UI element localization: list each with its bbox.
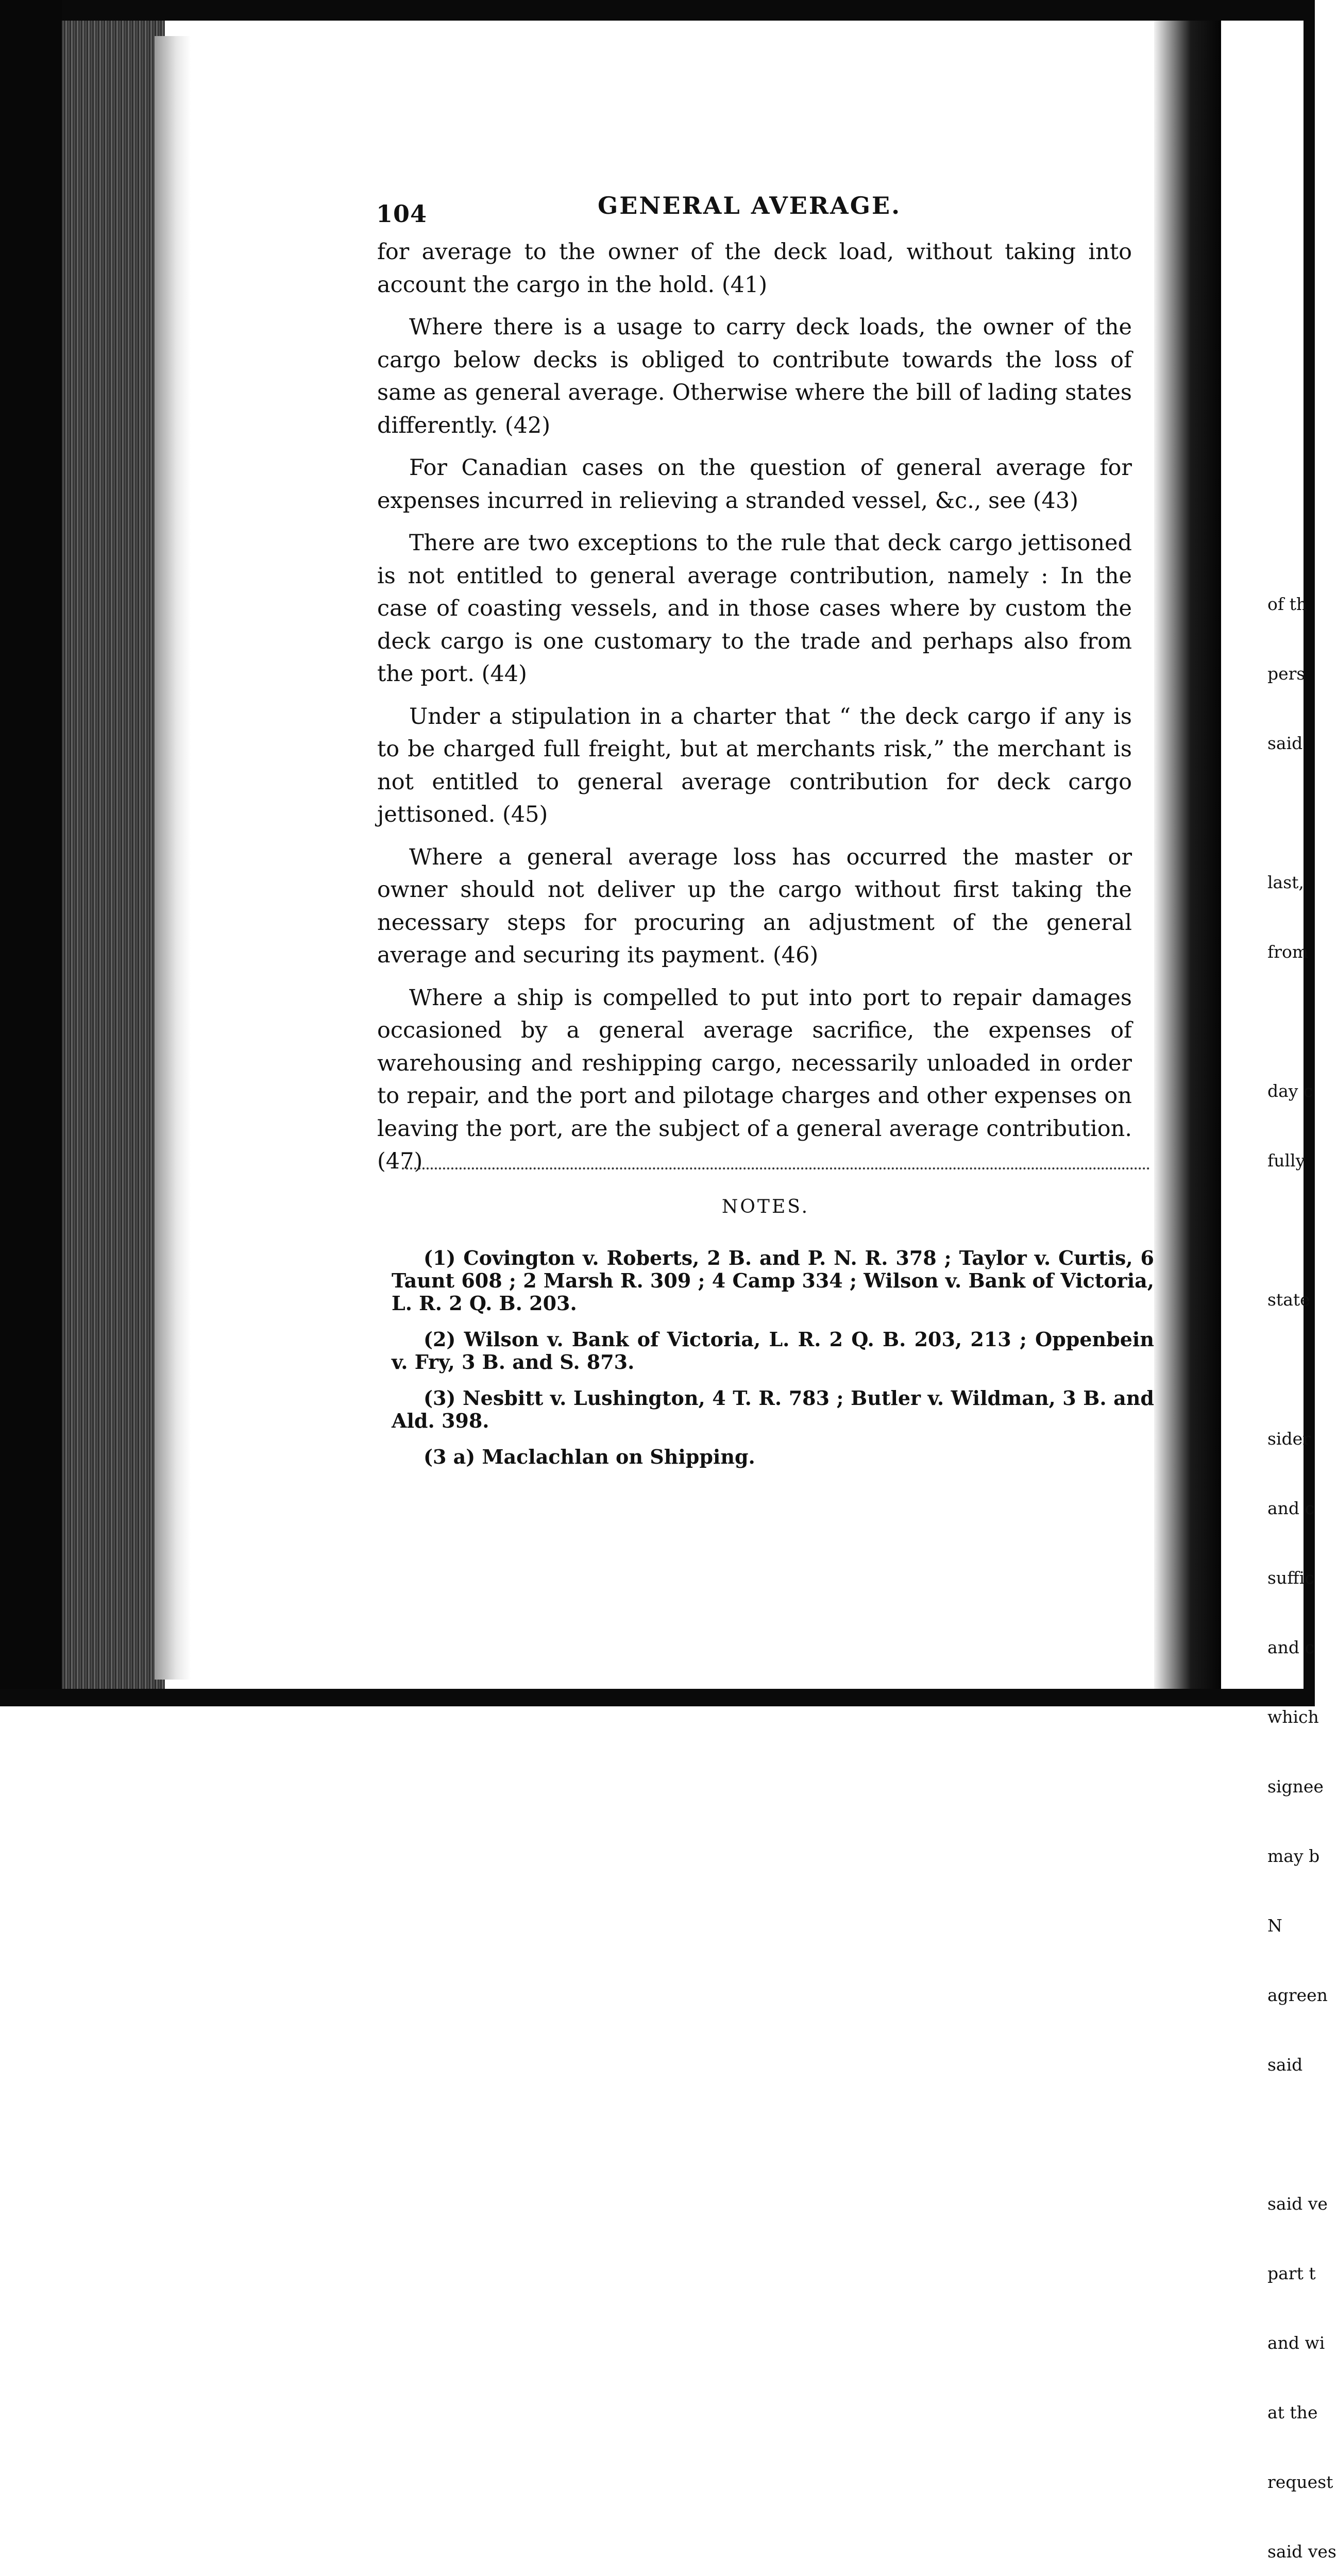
facing-fragment: from [1267, 942, 1309, 962]
scan-border-left [0, 0, 62, 1706]
facing-fragment: which [1267, 1707, 1319, 1727]
facing-fragment: and c [1267, 1498, 1315, 1518]
facing-fragment [1267, 1358, 1315, 1381]
notes-divider [402, 1167, 1150, 1170]
facing-fragment: said [1267, 2055, 1303, 2075]
facing-fragment: pers [1267, 664, 1306, 684]
facing-fragment [1267, 1010, 1315, 1033]
facing-fragment: last, [1267, 872, 1304, 892]
facing-fragment: and c [1267, 1637, 1315, 1657]
facing-fragment: N [1267, 1916, 1282, 1936]
paragraph: Where there is a usage to carry deck loads, the owner of the cargo below decks is obliged to contribute towards the loss of same as general average. Otherwise where the bill of lading states differently. (42) [377, 314, 1132, 438]
note-item: (2) Wilson v. Bank of Victoria, L. R. 2 Q. B. 203, 213 ; Oppenbein v. Fry, 3 B. and S. 873. [392, 1328, 1154, 1374]
facing-page-text [1267, 546, 1336, 2576]
facing-fragment: request [1267, 2472, 1333, 2492]
paragraph: Under a stipulation in a charter that “ the deck cargo if any is to be charged full freight, but at merchants risk,” the merchant is not entitled to general average contribution for deck cargo jettisoned. (45) [377, 703, 1132, 827]
scan-border-bottom [0, 1689, 1315, 1706]
paragraph: There are two exceptions to the rule that deck cargo jettisoned is not entitled to general average contribution, namely : In the case of coasting vessels, and in those cases where by custom the deck cargo is one customary to the trade and perhaps also from the port. (44) [377, 530, 1132, 687]
running-head: GENERAL AVERAGE. [598, 192, 902, 219]
facing-fragment: and wi [1267, 2333, 1325, 2353]
facing-fragment: state [1267, 1290, 1310, 1310]
facing-fragment: suffic [1267, 1568, 1314, 1588]
facing-fragment: of th [1267, 594, 1308, 614]
note-item: (3) Nesbitt v. Lushington, 4 T. R. 783 ; Butler v. Wildman, 3 B. and Ald. 398. [392, 1386, 1154, 1432]
paragraph: Where a ship is compelled to put into port to repair damages occasioned by a general average sacrifice, the expenses of warehousing and reshipping cargo, necessarily unloaded in order to repair, and the port and pilotage charges and other expenses on leaving the port, are the subject of a general average contribution. (47) [377, 985, 1132, 1174]
facing-fragment: day c [1267, 1081, 1313, 1101]
body-text [377, 236, 1132, 1188]
facing-fragment: part t [1267, 2263, 1316, 2283]
facing-fragment: said ves [1267, 2541, 1336, 2562]
facing-fragment [1267, 2123, 1315, 2146]
page-number: 104 [376, 200, 428, 228]
note-item: (3 a) Maclachlan on Shipping. [424, 1445, 755, 1468]
facing-fragment [1267, 1218, 1315, 1242]
note-item: (1) Covington v. Roberts, 2 B. and P. N. R. 378 ; Taylor v. Curtis, 6 Taunt 608 ; 2 Marsh R. 309 ; 4 Camp 334 ; Wilson v. Bank of Victoria, L. R. 2 Q. B. 203. [392, 1246, 1154, 1315]
facing-fragment: may b [1267, 1846, 1320, 1866]
notes-heading: NOTES. [721, 1196, 810, 1217]
book-gutter [1154, 21, 1221, 1689]
page-edge-shadow [155, 36, 191, 1680]
facing-fragment: at the [1267, 2402, 1318, 2422]
notes-list [392, 1247, 1154, 1482]
facing-fragment: fully [1267, 1150, 1306, 1171]
facing-fragment: said ve [1267, 2194, 1328, 2214]
facing-fragment: signee [1267, 1776, 1324, 1797]
facing-fragment: agreen [1267, 1985, 1328, 2005]
facing-fragment: sider [1267, 1429, 1311, 1449]
facing-fragment [1267, 801, 1315, 824]
paragraph: for average to the owner of the deck load, without taking into account the cargo in the hold. (41) [377, 239, 1132, 298]
paragraph: Where a general average loss has occurred the master or owner should not deliver up the cargo without first taking the necessary steps for procuring an adjustment of the general average and securing its payment. (46) [377, 844, 1132, 968]
book-page-edges [62, 21, 165, 1689]
scan-border-top [0, 0, 1315, 21]
facing-fragment: said [1267, 733, 1303, 753]
paragraph: For Canadian cases on the question of general average for expenses incurred in relieving a stranded vessel, &c., see (43) [377, 455, 1132, 514]
